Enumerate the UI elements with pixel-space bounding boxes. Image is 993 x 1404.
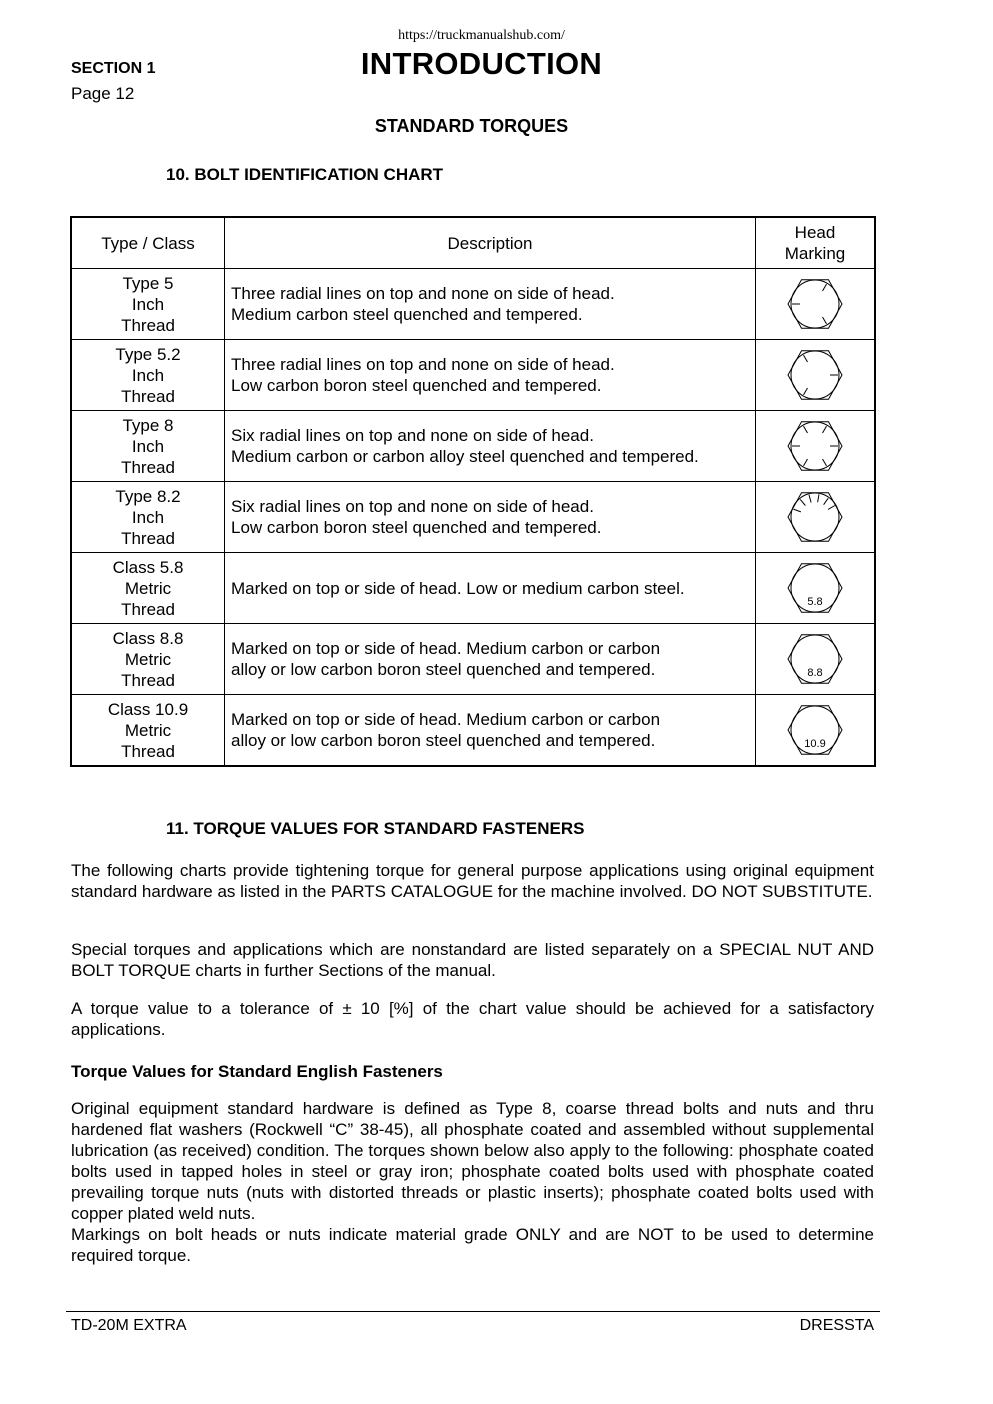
radial-line-mark — [818, 494, 819, 502]
footer-model: TD-20M EXTRA — [71, 1317, 187, 1334]
bolt-type-line: Inch — [131, 294, 165, 314]
bolt-description-line: Six radial lines on top and none on side of head. — [231, 497, 594, 516]
radial-line-mark — [823, 426, 827, 433]
column-header-description: Description — [225, 217, 756, 269]
radial-line-mark — [804, 459, 808, 466]
table-row — [71, 411, 875, 482]
bolt-type-line: Thread — [121, 457, 175, 477]
bolt-head-hex-icon — [784, 700, 846, 760]
table-row — [71, 482, 875, 553]
radial-line-mark — [824, 498, 829, 505]
radial-line-mark — [828, 506, 835, 510]
bolt-type-cell — [71, 553, 225, 624]
table-row — [71, 624, 875, 695]
hexagon-outline — [788, 493, 842, 541]
bolt-type-cell — [71, 695, 225, 767]
bolt-type-line: Type 8 — [122, 415, 174, 435]
bolt-type-line: Class 5.8 — [112, 557, 184, 577]
bolt-head-hex-icon — [784, 274, 846, 334]
bolt-type-line: Metric — [124, 720, 172, 740]
paragraph-markings-note: Markings on bolt heads or nuts indicate material grade ONLY and are NOT to be used to determine required torque. — [71, 1225, 874, 1265]
bolt-type-line: Inch — [131, 436, 165, 456]
bolt-head-marking-cell — [756, 340, 876, 411]
table-header-row — [71, 217, 875, 269]
english-fasteners-subheading: Torque Values for Standard English Fasteners — [71, 1062, 443, 1081]
bolt-description-line: alloy or low carbon boron steel quenched and tempered. — [231, 731, 656, 750]
bolt-type-line: Thread — [121, 599, 175, 619]
table-row — [71, 695, 875, 767]
bolt-head-hex-icon — [784, 558, 846, 618]
bolt-description-cell — [225, 411, 756, 482]
table-row — [71, 269, 875, 340]
bolt-type-line: Type 5.2 — [115, 344, 181, 364]
footer-brand: DRESSTA — [799, 1317, 874, 1334]
bolt-type-cell — [71, 482, 225, 553]
footer-divider — [66, 1311, 880, 1312]
bolt-head-marking-cell — [756, 695, 876, 767]
radial-line-mark — [804, 355, 808, 362]
bolt-type-line: Thread — [121, 741, 175, 761]
bolt-grade-label: 8.8 — [807, 667, 823, 679]
page-title: INTRODUCTION — [360, 46, 603, 81]
radial-line-mark — [809, 495, 811, 503]
bolt-type-line: Thread — [121, 386, 175, 406]
paragraph-standard-hardware: Original equipment standard hardware is defined as Type 8, coarse thread bolts and nuts and thru hardened flat washers (Rockwell “C” 38-45), all phosphate coated and assembled without supplemental lubrication (as received) condition. The torques shown below also apply to the following: phosphate coated bolts used in tapped holes in steel or gray iron; phosphate coated bolts used with phosphate coated prevailing torque nuts (nuts with distorted threads or plastic inserts); phosphate coated bolts used with copper plated weld nuts. — [71, 1099, 874, 1223]
bolt-description-line: Six radial lines on top and none on side of head. — [231, 426, 594, 445]
bolt-type-cell — [71, 340, 225, 411]
bolt-head-hex-icon — [784, 345, 846, 405]
radial-line-mark — [804, 426, 808, 433]
page-subtitle: STANDARD TORQUES — [374, 116, 569, 136]
torque-section-heading: 11. TORQUE VALUES FOR STANDARD FASTENERS — [166, 819, 585, 838]
bolt-type-line: Type 8.2 — [115, 486, 181, 506]
radial-line-mark — [793, 509, 801, 512]
bolt-description-line: Three radial lines on top and none on side of head. — [231, 355, 615, 374]
bolt-type-line: Metric — [124, 649, 172, 669]
bolt-head-marking-cell — [756, 269, 876, 340]
bolt-description-cell — [225, 553, 756, 624]
bolt-description-line: Medium carbon or carbon alloy steel quenched and tempered. — [231, 447, 699, 466]
bolt-type-cell — [71, 411, 225, 482]
paragraph-special-torques: Special torques and applications which are nonstandard are listed separately on a SPECIAL NUT AND BOLT TORQUE charts in further Sections of the manual. — [71, 940, 874, 980]
bolt-head-marking-cell — [756, 553, 876, 624]
bolt-description-line: Marked on top or side of head. Low or medium carbon steel. — [231, 578, 685, 598]
bolt-description-cell — [225, 482, 756, 553]
bolt-type-line: Thread — [121, 315, 175, 335]
bolt-type-line: Type 5 — [122, 273, 174, 293]
bolt-type-line: Metric — [124, 578, 172, 598]
bolt-type-line: Class 8.8 — [112, 628, 184, 648]
paragraph-charts-intro: The following charts provide tightening torque for general purpose applications using original equipment standard hardware as listed in the PARTS CATALOGUE for the machine involved. DO NOT SUBSTITUTE. — [71, 861, 874, 901]
bolt-head-marking-cell — [756, 624, 876, 695]
bolt-head-hex-icon — [784, 416, 846, 476]
radial-line-mark — [823, 317, 827, 324]
radial-line-mark — [823, 459, 827, 466]
bolt-grade-label: 10.9 — [804, 738, 826, 750]
bolt-description-line: Three radial lines on top and none on side of head. — [231, 284, 615, 303]
bolt-head-marking-cell — [756, 411, 876, 482]
bolt-description-line: alloy or low carbon boron steel quenched and tempered. — [231, 660, 656, 679]
paragraph-tolerance: A torque value to a tolerance of ± 10 [%] of the chart value should be achieved for a satisfactory applications. — [71, 999, 874, 1039]
bolt-description-line: Low carbon boron steel quenched and tempered. — [231, 376, 602, 395]
bolt-description-cell — [225, 624, 756, 695]
column-header-head-marking: Head Marking — [756, 217, 876, 269]
bolt-type-line: Inch — [131, 365, 165, 385]
bolt-head-marking-cell — [756, 482, 876, 553]
bolt-type-line: Inch — [131, 507, 165, 527]
bolt-description-line: Low carbon boron steel quenched and tempered. — [231, 518, 602, 537]
bolt-identification-table — [70, 216, 876, 767]
bolt-type-cell — [71, 269, 225, 340]
bolt-description-cell — [225, 695, 756, 767]
table-row — [71, 553, 875, 624]
bolt-head-circle — [791, 493, 839, 541]
bolt-head-hex-icon — [784, 629, 846, 689]
bolt-type-line: Thread — [121, 670, 175, 690]
bolt-description-line: Marked on top or side of head. Medium carbon or carbon — [231, 639, 661, 658]
page-number: Page 12 — [71, 84, 135, 103]
section-label: SECTION 1 — [71, 60, 156, 77]
bolt-type-line: Class 10.9 — [107, 699, 189, 719]
bolt-type-line: Thread — [121, 528, 175, 548]
source-url: https://truckmanualshub.com/ — [398, 28, 565, 43]
bolt-description-line: Medium carbon steel quenched and tempered. — [231, 305, 583, 324]
bolt-description-cell — [225, 269, 756, 340]
radial-line-mark — [804, 388, 808, 395]
bolt-grade-label: 5.8 — [807, 596, 823, 608]
radial-line-mark — [800, 499, 805, 505]
radial-line-mark — [823, 284, 827, 291]
column-header-type: Type / Class — [71, 217, 225, 269]
bolt-table-body — [71, 269, 875, 767]
bolt-description-line: Marked on top or side of head. Medium carbon or carbon — [231, 710, 661, 729]
bolt-head-hex-icon — [784, 487, 846, 547]
table-row — [71, 340, 875, 411]
bolt-type-cell — [71, 624, 225, 695]
bolt-description-cell — [225, 340, 756, 411]
bolt-chart-heading: 10. BOLT IDENTIFICATION CHART — [166, 165, 444, 184]
